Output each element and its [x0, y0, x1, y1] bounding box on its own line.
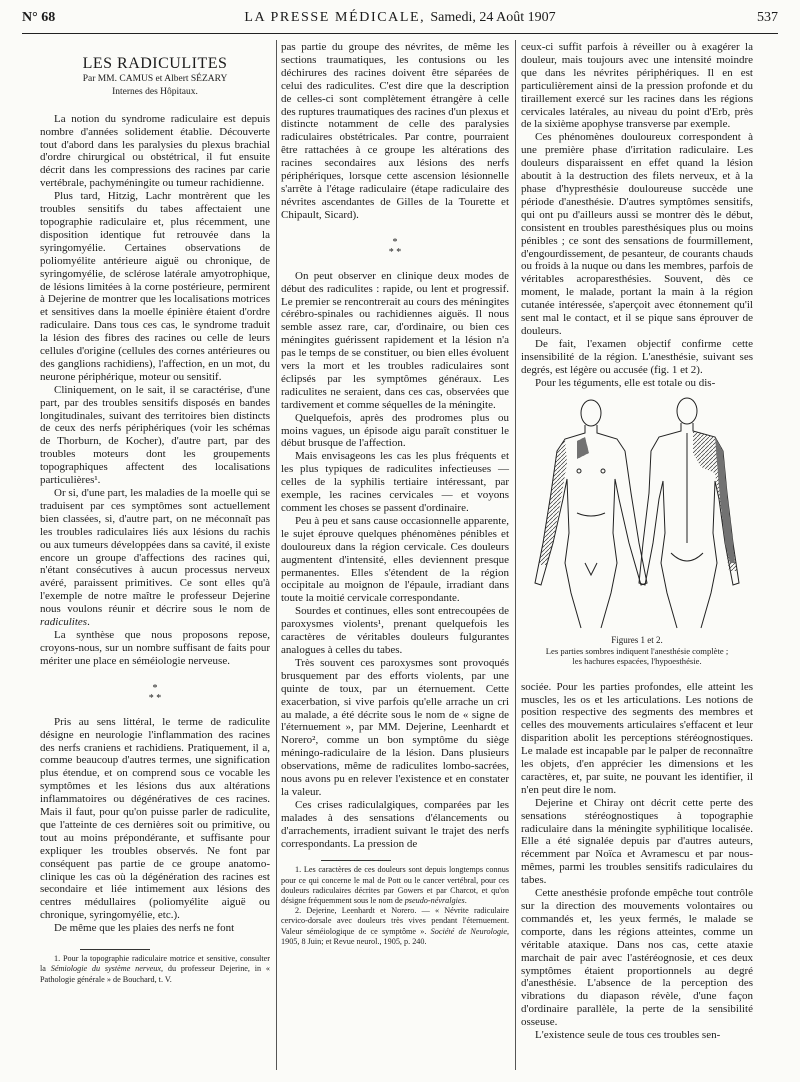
paragraph: Ces crises radiculalgiques, comparées par les malades à des sensations d'élancements ou d'arrachements, irradient suivant le trajet des nerfs correspondants. La pression de	[281, 798, 509, 850]
front-anesthesia-region	[577, 437, 589, 459]
text-run: , du professeur Dejerine, in « Pathologie générale » de Bouchard, t. V.	[40, 964, 271, 984]
footnote-rule	[80, 949, 150, 950]
paragraph: De même que les plaies des nerfs ne font	[54, 922, 235, 935]
journal-title	[22, 10, 778, 26]
paragraph: Peu à peu et sans cause occasionnelle apparente, le sujet éprouve quelques phénomènes pénibles et douloureux dans la région cervicale. Ces douleurs augmentent d'intensité, elles deviennent presque permanentes. Elles s'étendent de la région occipitale au moignon de l'épaule, irradiant dans toute la moitié cervicale correspondante.	[281, 514, 509, 605]
column-1	[40, 44, 270, 985]
paragraph: Cette anesthésie profonde empêche tout contrôle sur la direction des mouvements volontaires ou commandés et, les yeux fermés, le malade se comporte, dans les régions atteintes, comme un véritable ataxique. Dans nos cas, cette ataxie marchait de pair avec l'astéréognosie, et ces deux symptômes étaient proportionnels au degré d'anesthésie. L'absence de la perception des vibrations du diapason révèle, d'une façon d'ordinaire parallèle, la perte de la sensibilité osseuse.	[521, 887, 753, 1029]
text-run: , 1905, 8 Juin; et Revue neurol., 1905, p. 240.	[281, 926, 510, 946]
text-run: 2. Dejerine, Leenhardt et Norero. — « Névrite radiculaire cervico-dorsale avec douleurs très vives pendant l'éternuement. Valeur séméiologique de ce symptôme ».	[281, 906, 509, 936]
footnote	[281, 865, 509, 906]
section-separator: * * *	[388, 236, 402, 258]
paragraph: Très souvent ces paroxysmes sont provoqués brusquement par des efforts violents, par une quinte de toux, par un éternuement. Cette exacerbation, si vive parfois qu'elle arrache un cri au malade, a été décrite sous le nom de « signe de l'éternuement », par MM. Dejerine, Leenhardt et Norero², comme un bon symptôme du siège méningo-radiculaire de la lésion. Dans plusieurs observations, même de radiculites lombo-sacrées, nous avons pu en relever l'existence et en constater la valeur.	[281, 656, 509, 798]
emphasis: pseudo-névralgies	[404, 896, 465, 906]
text-run: 1. Pour la topographie radiculaire motrice et sensitive, consulter la	[40, 954, 270, 974]
footnote	[281, 906, 509, 947]
text-run: 1. Les caractères de ces douleurs sont depuis longtemps connus pour ce qui concerne le mal de Pott ou le cancer vertébral, pour ces douleurs radiculaires décrites par Gowers et par Charcot, et qu'on désigne fréquemment sous le nom de	[281, 865, 509, 906]
running-header	[22, 10, 778, 32]
journal-name: LA PRESSE MÉDICALE,	[244, 10, 426, 25]
issue-number: N° 68	[22, 10, 56, 25]
text-run: Or si, d'une part, les maladies de la moelle qui se traduisent par ces symptômes sont actuellement bien classées, si, d'autre part, on ne méconnaît pas les troubles radiculaires liés aux lésions du rachis ou aux tumeurs développées dans sa cavité, il existe encore un groupe d'affections des racines qui, n'étant consécutives à aucun processus nerveux avéré, paraissent primitives. Ce sont elles qu'à l'exemple de notre maître le professeur Dejerine nous voulons réunir et décrire sous le nom de	[40, 487, 270, 616]
figure-title: Figures 1 et 2.	[611, 635, 663, 646]
paragraph: Dejerine et Chiray ont décrit cette perte des sensations stéréognostiques à topographie radiculaire dans la méningite syphilitique localisée. Elle a été signalée depuis par d'autres auteurs, récemment par Noïca et Avramescu et par nous-mêmes, parmi les troubles sensitifs radiculaires du tabes.	[521, 796, 753, 887]
footnote	[40, 954, 270, 985]
column-rule-1	[276, 40, 277, 1070]
paragraph: L'existence seule de tous ces troubles sen-	[535, 1029, 721, 1042]
emphasis: radiculites	[40, 616, 88, 629]
emphasis: Société de Neurologie	[430, 926, 507, 936]
paragraph: Cliniquement, on le sait, il se caractérise, d'une part, par des troubles sensitifs disposés en bandes longitudinales, suivant des territoires bien distincts de ceux des nerfs périphériques (voir les schémas de Thorburn, de Kocher), d'autre part, par des troubles moteurs dont les groupements topographiques affectent des localisations particulières¹.	[40, 383, 270, 487]
figure-caption-line: Les parties sombres indiquent l'anesthésie complète ;	[545, 645, 729, 656]
emphasis: Sémiologie du système nerveux	[50, 964, 162, 974]
article-authors: Par MM. CAMUS et Albert SÉZARY	[82, 73, 228, 84]
text-run: .	[464, 896, 467, 906]
column-3	[521, 41, 753, 1042]
paragraph: La notion du syndrome radiculaire est depuis nombre d'années solidement établie. Découverte tout d'abord dans les paralysies du plexus brachial d'ordre chirurgical ou obstétrical, il fut ensuite décrit dans les compressions des racines par carie vertébrale, pachyméningite ou tumeur rachidienne.	[40, 112, 270, 190]
paragraph: sociée. Pour les parties profondes, elle atteint les muscles, les os et les articulations. Les notions de position respective des segments des membres et celles des mouvements articulaires s'effacent et leur disparition abolit les perceptions stéréognostiques. Le malade est incapable par le palper de reconnaître les objets, d'en apprécier les dimensions et les caractères, et, par suite, ne pouvant les identifier, il n'en peut dire le nom.	[521, 680, 753, 796]
paragraph: Ces phénomènes douloureux correspondent à une première phase d'irritation radiculaire. Les douleurs disparaissent en effet quand la lésion aboutit à la destruction des filets nerveux, et à la phase d'hypresthésie douloureuse succède une période d'anesthésie. D'autres symptômes sensitifs, qui ont pu d'ailleurs aussi se montrer dès le début, consistent en troubles paresthésiques plus ou moins pénibles ; ce sont des sensations de fourmillement, d'engourdissement, de pesanteur, de courants chauds ou froids à la nuque ou dans les membres, parfois de véritables acroparesthésies. Souvent, dès ce moment, le malade, portant la main à la région cutanée intéressée, s'aperçoit avec étonnement qu'il sent mal le contact, et il se pique sans éprouver de douleurs.	[521, 131, 753, 337]
text-run: .	[87, 616, 90, 629]
paragraph: Sourdes et continues, elles sont entrecoupées de paroxysmes violents¹, prenant quelquefois les caractères de véritables douleurs fulgurantes analogues à celles du tabes.	[281, 605, 509, 656]
figure-caption-line: les hachures espacées, l'hypoesthésie.	[572, 656, 702, 667]
paragraph: Pour les téguments, elle est totale ou dis-	[535, 376, 716, 389]
paragraph: ceux-ci suffit parfois à réveiller ou à exagérer la douleur, mais toujours avec une intensité moindre que dans les névrites périphériques. Il en est particulièrement ainsi de la pression profonde et du tiraillement exercé sur les racines dans les régions cervicales latérales, au niveau du point d'Erb, près de la sixième apophyse transverse par exemple.	[521, 41, 753, 131]
anatomical-figures	[521, 393, 753, 631]
paragraph: Mais envisageons les cas les plus fréquents et les plus typiques de radiculites infectieuses — celles de la syphilis tertiaire intéressant, par exemple, les racines cervicales — et voyons comment les choses se passent d'ordinaire.	[281, 450, 509, 514]
paragraph: Plus tard, Hitzig, Lachr montrèrent que les troubles sensitifs du tabes affectaient une topographie radiculaire et, plus récemment, une disposition identique fut retrouvée dans la syringomyélie. Certaines observations de poliomyélite antérieure aiguë ou chronique, de syringomyélie, de sclérose latérale amyotrophique, de lésions limitées à la corne postérieure, permirent à Dejerine de montrer que les localisations motrices et sensitives dans la moelle épinière étaient d'ordre radiculaire. Dans tous ces cas, le syndrome traduit la lésion des fibres des racines ou celle de leurs cellules d'origine (cellules des cornes antérieures ou des ganglions rachidiens), l'affection, en un mot, du neurone périphérique, moteur ou sensitif.	[40, 190, 270, 383]
column-2	[281, 41, 509, 947]
article-affiliation: Internes des Hôpitaux.	[112, 86, 198, 97]
paragraph: De fait, l'examen objectif confirme cette insensibilité de la région. L'anesthésie, suivant ses degrés, est légère ou accusée (fig. 1 et 2).	[521, 337, 753, 376]
header-rule	[22, 33, 778, 34]
paragraph: La synthèse que nous proposons repose, croyons-nous, sur un nombre suffisant de faits pour mériter une place en séméiologie nerveuse.	[40, 628, 270, 667]
issue-date: Samedi, 24 Août 1907	[430, 10, 556, 25]
footnote-rule	[321, 860, 391, 861]
paragraph	[40, 487, 270, 629]
article-title: LES RADICULITES	[82, 55, 228, 72]
page-number: 537	[757, 10, 778, 25]
paragraph: Quelquefois, après des prodromes plus ou moins vagues, un épisode aigu paraît constituer le début brusque de l'affection.	[281, 411, 509, 450]
paragraph: pas partie du groupe des névrites, de même les sections traumatiques, les contusions ou les déchirures des racines doivent être séparées de celui des radiculites. C'est dire que la description de celles-ci sont complètement étrangère à celle des ruptures traumatiques des racines d'un plexus et distincte notamment de celle des paralysies radiculaires obstétricales. Par contre, pourraient être rattachées à ce groupe les altérations des racines secondaires aux lésions des nerfs périphériques, lorsque cette ascension lésionnelle s'arrête à l'étage radiculaire (étape radiculaire des névrites ascendantes de Gilles de la Tourette et Chipault, Sicard).	[281, 41, 509, 221]
paragraph: Pris au sens littéral, le terme de radiculite désigne en neurologie l'inflammation des racines des nerfs craniens et rachidiens. Pratiquement, il a, comme beaucoup d'autres termes, une signification plus étendue, et on comprend sous ce vocable les symptômes et les lésions dus aux altérations inflammatoires ou dégénératives de ces racines. Mais il faut, pour qu'on puisse parler de radiculite, que l'atteinte de ces dernières soit ou primitive, ou tout au moins prépondérante, et suffisante pour expliquer les troubles observés. Ne font par conséquent pas partie de ce groupe anatomo-clinique les cas où la dégénération des racines est secondaire et liée intimement aux lésions des centres médullaires (poliomyélite aiguë ou chronique, syringomyélie, etc.).	[40, 715, 270, 922]
section-separator: * * *	[148, 682, 162, 704]
paragraph: On peut observer en clinique deux modes de début des radiculites : rapide, ou lent et progressif. Le premier se rencontrerait au cours des méningites cérébro-spinales ou rachidiennes aiguës. Il nous semble assez rare, car, d'ordinaire, ou bien ces méningites guérissent rapidement et la lésion n'a pas le temps de se constituer, ou bien elles évoluent vers la mort et les troubles radiculaires sont éclipsés par les symptômes généraux. Les radiculites ne seraient, dans ces cas, observées que tardivement et comme séquelles de la méningite.	[281, 269, 509, 411]
figure-caption	[521, 635, 753, 666]
column-rule-2	[515, 40, 516, 1070]
